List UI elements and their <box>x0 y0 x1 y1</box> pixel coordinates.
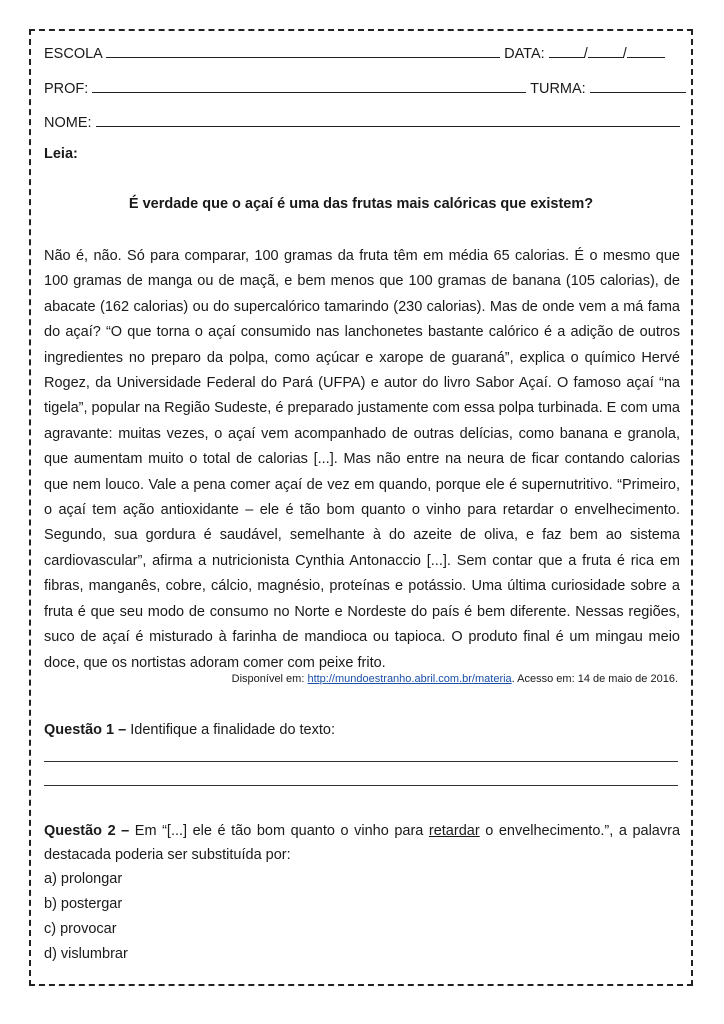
name-row <box>44 112 680 131</box>
date-label: DATA: <box>504 46 545 62</box>
question-2-text-before: Em “[...] ele é tão bom quanto o vinho para <box>129 823 429 839</box>
name-field[interactable] <box>96 112 680 127</box>
option-c[interactable]: c) provocar <box>44 921 117 937</box>
teacher-label: PROF: <box>44 81 89 97</box>
school-row: ESCOLA DATA: / / <box>44 43 665 62</box>
teacher-row <box>44 78 686 97</box>
name-label: NOME: <box>44 115 92 131</box>
article-body: Não é, não. Só para comparar, 100 gramas da fruta têm em média 65 calorias. É o mesmo que 100 gramas de manga ou de maçã, e bem menos que 100 gramas de banana (105 calorias), de abacate (162 calorias) ou do supercalórico tamarindo (230 calorias). Mas de onde vem a má fama do açaí? “O que torna o açaí consumido nas lanchonetes bastante calórico é a adição de outros ingredientes no preparo da polpa, como açúcar e xarope de guaraná”, explica o químico Hervé Rogez, da Universidade Federal do Pará (UFPA) e autor do livro Sabor Açaí. O famoso açaí “na tigela”, popular na Região Sudeste, é preparado justamente com essa polpa turbinada. E com uma agravante: muitas vezes, o açaí vem acompanhado de outras delícias, como banana e granola, que aumentam muito o total de calorias [...]. Mas não entre na neura de ficar contando calorias que nem louco. Vale a pena comer açaí de vez em quando, porque ele é supernutritivo. “Primeiro, o açaí tem ação antioxidante – ele é tão bom quanto o vinho para retardar o envelhecimento. Segundo, sua gordura é saudável, semelhante à do azeite de oliva, e faz bem ao sistema cardiovascular”, afirma a nutricionista Cynthia Antonaccio [...]. Sem contar que a fruta é rica em fibras, manganês, cobre, cálcio, magnésio, proteínas e potássio. Uma última curiosidade sobre a fruta é que seu modo de consumo no Norte e Nordeste do país é bem diferente. Nessas regiões, suco de açaí é misturado à farinha de mandioca ou tapioca. O produto final é um mingau meio doce, que os nortistas adoram comer com peixe frito. <box>44 248 680 671</box>
question-2 <box>44 819 680 867</box>
date-month-field[interactable] <box>588 43 623 58</box>
date-year-field[interactable] <box>627 43 665 58</box>
teacher-field[interactable] <box>92 78 526 93</box>
school-field[interactable] <box>106 43 500 58</box>
source-prefix: Disponível em: <box>231 673 308 685</box>
answer-line-1[interactable] <box>44 761 678 762</box>
source-suffix: . Acesso em: 14 de maio de 2016. <box>511 673 678 685</box>
question-1-label: Questão 1 – <box>44 722 127 738</box>
class-field[interactable] <box>590 78 686 93</box>
source-citation <box>232 673 678 685</box>
read-instruction: Leia: <box>44 146 78 162</box>
question-2-label: Questão 2 – <box>44 823 130 839</box>
option-b[interactable]: b) postergar <box>44 896 123 912</box>
answer-line-2[interactable] <box>44 785 678 786</box>
article-title: É verdade que o açaí é uma das frutas mais calóricas que existem? <box>128 196 594 212</box>
source-link[interactable]: http://mundoestranho.abril.com.br/materia <box>307 673 512 685</box>
option-d[interactable]: d) vislumbrar <box>44 946 128 962</box>
class-label: TURMA: <box>530 81 586 97</box>
option-a[interactable]: a) prolongar <box>44 871 123 887</box>
question-1 <box>44 722 335 738</box>
school-label: ESCOLA <box>44 46 103 62</box>
date-day-field[interactable] <box>549 43 584 58</box>
question-1-text: Identifique a finalidade do texto: <box>126 722 335 738</box>
question-2-text-after: o envelhecimento.”, a palavra destacada poderia ser substituída por: <box>44 823 681 863</box>
question-2-highlight: retardar <box>428 823 480 839</box>
